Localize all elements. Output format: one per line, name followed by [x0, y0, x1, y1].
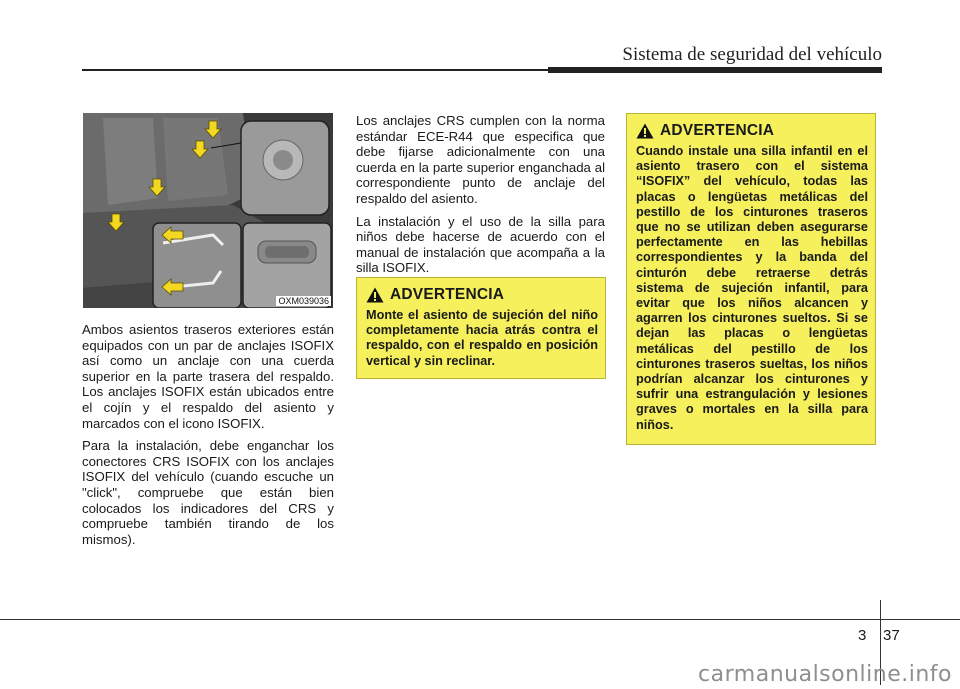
paragraph: Ambos asientos traseros exteriores están equipados con un par de anclajes ISOFIX así como un anclaje con una cuerda superior en la parte trasera del respaldo. Los anclajes ISOFIX están ubicados entre el cojín y el respaldo del asiento y marcados con el icono ISOFIX. — [82, 322, 334, 431]
warning-box-isofix — [626, 113, 876, 445]
body-column-left — [82, 322, 334, 554]
chapter-number: 3 — [858, 627, 867, 644]
warning-text: Monte el asiento de sujeción del niño completamente hacia atrás contra el respaldo, con el respaldo en posición vertical y sin reclinar. — [366, 308, 598, 368]
body-column-middle — [356, 113, 605, 283]
figure-code: OXM039036 — [278, 296, 329, 306]
isofix-seat-figure — [83, 113, 333, 308]
warning-title: ADVERTENCIA — [660, 122, 775, 139]
warning-triangle-icon — [366, 287, 384, 303]
seat-illustration — [83, 113, 333, 308]
warning-box-rear-facing — [356, 277, 606, 379]
paragraph: La instalación y el uso de la silla para niños debe hacerse de acuerdo con el manual de instalación que acompaña a la silla ISOFIX. — [356, 213, 605, 276]
warning-triangle-icon — [636, 123, 654, 139]
header-rule-accent — [548, 67, 882, 73]
footer-rule — [0, 619, 960, 620]
header-title: Sistema de seguridad del vehículo — [622, 44, 882, 65]
page-number: 37 — [883, 627, 900, 644]
paragraph: Para la instalación, debe enganchar los conectores CRS ISOFIX con los anclajes ISOFIX del vehículo (cuando escuche un "click", compruebe que están bien colocados los indicadores del CRS y compruebe también tirando de los mismos). — [82, 438, 334, 547]
warning-text: Cuando instale una silla infantil en el asiento trasero con el sistema “ISOFIX” del vehículo, todas las placas o lengüetas metálicas del pestillo de los cinturones traseros que no se utilizan deben asegurarse perfectamente en las hebillas correspondientes y la banda del cinturón debe retraerse detrás sistema de sujeción infantil, para evitar que los niños alcancen y agarren los cinturones sueltos. Si se dejan las placas o lengüetas metálicas del pestillo de los cinturones traseros sueltas, los niños podrían alcanzar los cinturones y sufrir una estrangulación y lesiones graves o mortales en la silla para niños. — [636, 144, 868, 432]
watermark: carmanualsonline.info — [698, 662, 952, 687]
warning-title: ADVERTENCIA — [390, 286, 505, 303]
paragraph: Los anclajes CRS cumplen con la norma estándar ECE-R44 que especifica que debe fijarse adicionalmente con una cuerda en la parte superior enganchada al correspondiente punto de anclaje del respaldo del asiento. — [356, 113, 605, 206]
